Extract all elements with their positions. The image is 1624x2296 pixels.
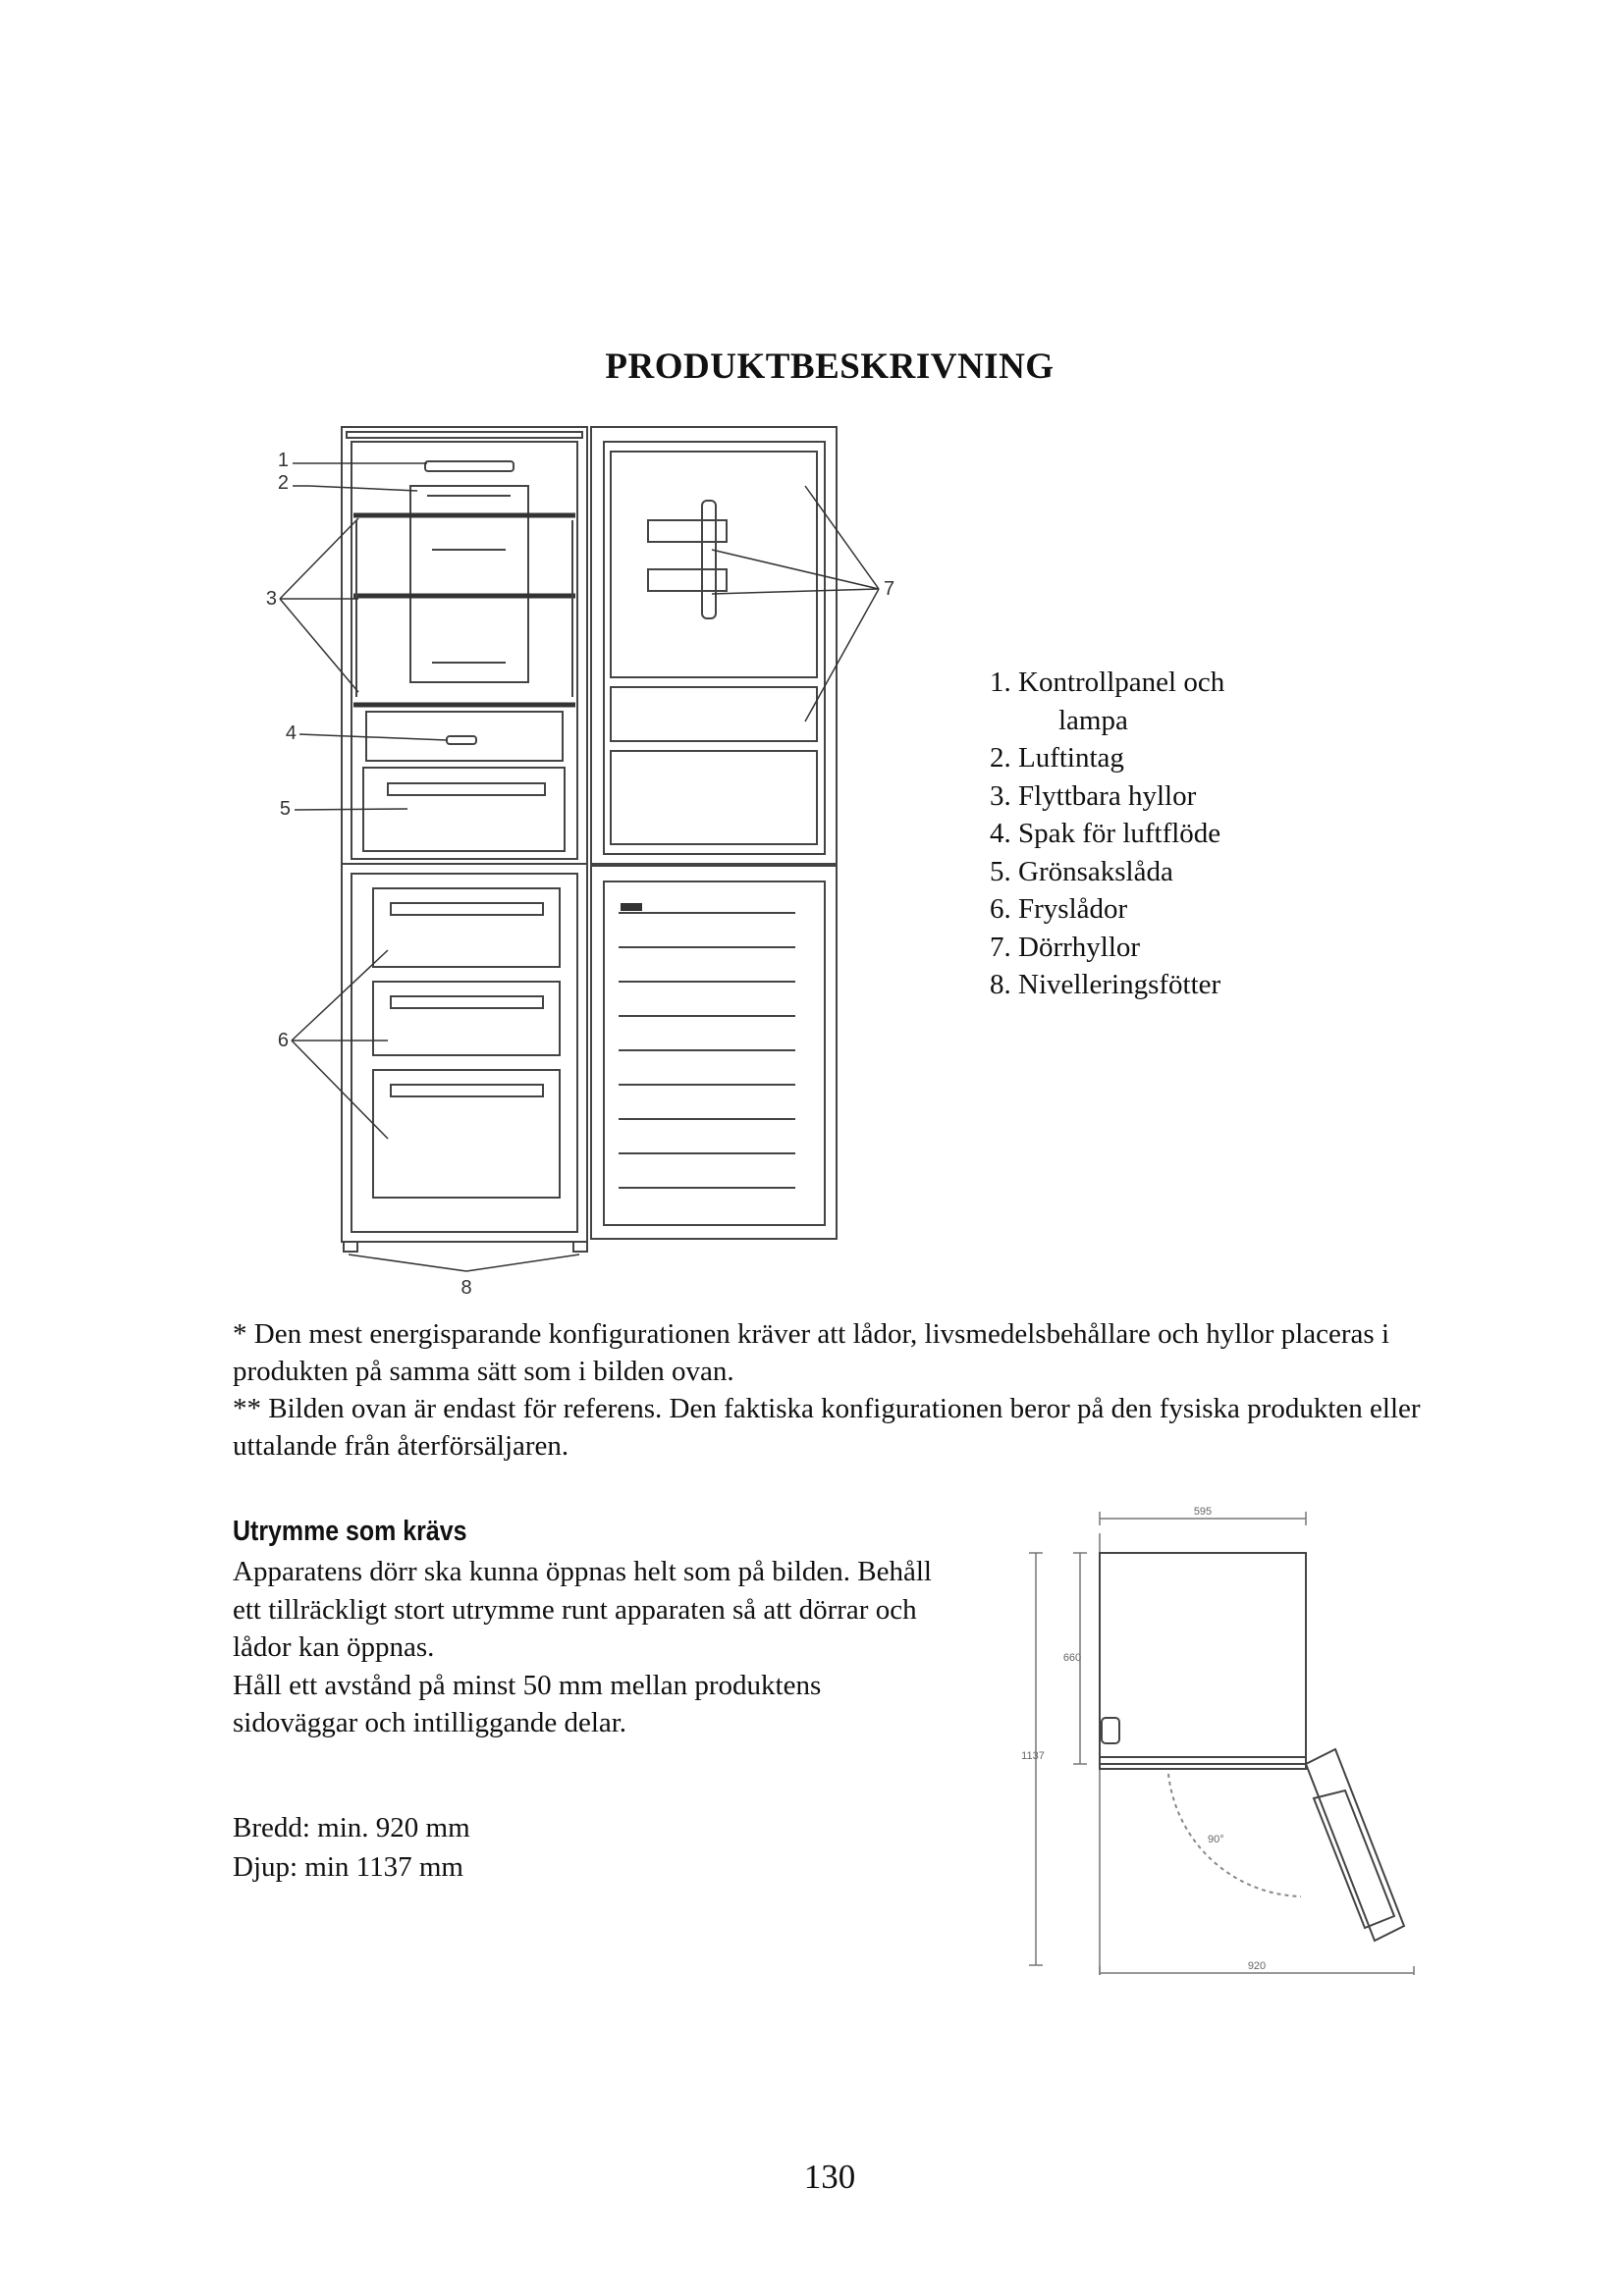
min-width: Bredd: min. 920 mm (233, 1812, 470, 1843)
callout-5: 5 (279, 798, 291, 820)
space-text (233, 1553, 940, 1742)
dim-bottom: 920 (1247, 1960, 1267, 1972)
callout-8: 8 (460, 1277, 472, 1296)
dim-depth: 660 (1062, 1652, 1082, 1664)
min-depth: Djup: min 1137 mm (233, 1851, 463, 1883)
legend-item: 3. Flyttbara hyllor (990, 779, 1197, 812)
legend-item: 1. Kontrollpanel och (990, 667, 1225, 698)
legend-item: 7. Dörrhyllor (990, 931, 1141, 963)
section-heading: Utrymme som krävs (233, 1516, 467, 1547)
space-paragraph: Håll ett avstånd på minst 50 mm mellan produktens sidoväggar och intilliggande delar. (233, 1669, 822, 1738)
callout-7: 7 (884, 578, 895, 600)
appliance-body (1100, 1553, 1306, 1764)
callout-4: 4 (285, 722, 297, 744)
fridge-door (591, 427, 837, 864)
legend-item: 6. Fryslådor (990, 893, 1128, 925)
dim-top: 595 (1193, 1506, 1213, 1518)
callout-1: 1 (277, 450, 289, 471)
legend-item: 5. Grönsakslåda (990, 855, 1173, 887)
callout-2: 2 (277, 472, 289, 494)
note-energy: * Den mest energisparande konfigurationen kräver att lådor, livsmedelsbehållare och hyllor placeras i produkten på samma sätt som i bilden ovan. (233, 1318, 1390, 1387)
air-flow-lever (447, 736, 476, 744)
freezer-drawer (373, 982, 560, 1055)
freezer-door (591, 866, 837, 1239)
space-paragraph: Apparatens dörr ska kunna öppnas helt som på bilden. Behåll ett tillräckligt stort utrymme runt apparaten så att dörrar och lådor kan öppnas. (233, 1556, 932, 1663)
dim-total-depth: 1137 (1021, 1750, 1045, 1762)
dimensions (233, 1808, 470, 1887)
open-door (1306, 1749, 1404, 1941)
page-title: PRODUKTBESKRIVNING (605, 347, 1055, 387)
legend-item: 2. Luftintag (990, 742, 1124, 774)
legend-item: 4. Spak för luftflöde (990, 818, 1221, 849)
clearance-diagram (1021, 1504, 1434, 1975)
legend-item: 8. Nivelleringsfötter (990, 969, 1221, 1000)
callout-3: 3 (265, 588, 277, 610)
fridge-diagram (245, 412, 913, 1296)
freezer-drawer (373, 888, 560, 967)
note-reference: ** Bilden ovan är endast för referens. Den faktiska konfigurationen beror på den fysiska produkten eller uttalande från återförsäljaren. (233, 1393, 1421, 1462)
freezer-drawer (373, 1070, 560, 1198)
callout-6: 6 (277, 1030, 289, 1051)
control-panel (425, 461, 514, 471)
page-number: 130 (803, 2158, 856, 2196)
door-angle: 90° (1208, 1834, 1224, 1845)
parts-legend (990, 664, 1224, 1004)
legend-item-continued: lampa (1058, 704, 1128, 736)
notes (233, 1315, 1470, 1465)
